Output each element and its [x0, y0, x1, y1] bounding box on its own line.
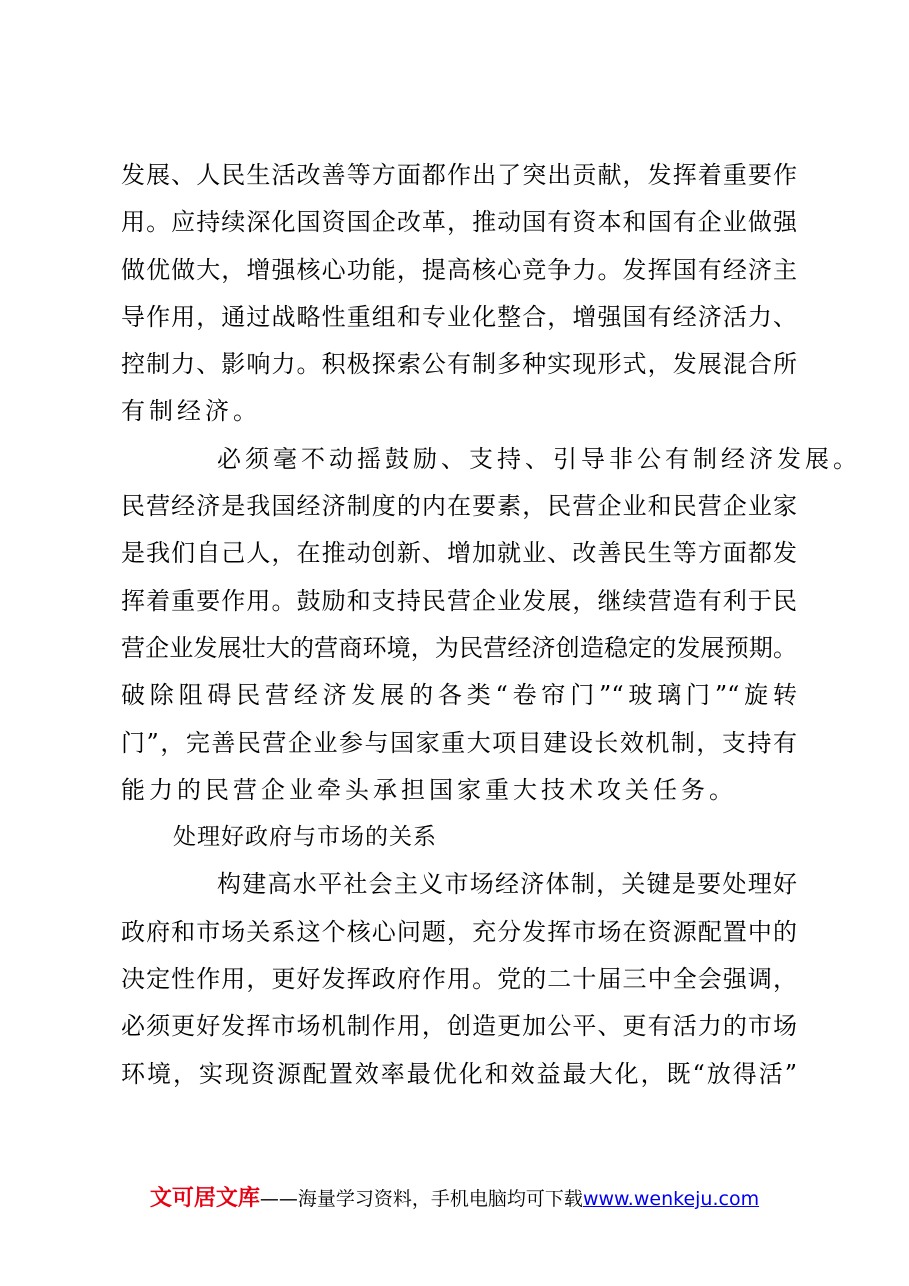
- footer-brand: 文可居文库: [149, 1186, 260, 1211]
- text-line: 破除阻碍民营经济发展的各类“卷帘门”“玻璃门”“旋转: [121, 681, 797, 710]
- text-line: 能力的民营企业牵头承担国家重大技术攻关任务。: [121, 775, 737, 804]
- text-line: 民营经济是我国经济制度的内在要素，民营企业和民营企业家: [121, 492, 797, 521]
- text-line: 导作用，通过战略性重组和专业化整合，增强国有经济活力、: [121, 302, 797, 331]
- text-line: 门”，完善民营企业参与国家重大项目建设长效机制，支持有: [121, 728, 797, 757]
- text-line: 必须更好发挥市场机制作用，创造更加公平、更有活力的市场: [121, 1012, 797, 1041]
- document-body: [121, 152, 861, 1098]
- text-line: 营企业发展壮大的营商环境，为民营经济创造稳定的发展预期。: [121, 633, 797, 662]
- text-line: 环境，实现资源配置效率最优化和效益最大化，既“放得活”: [121, 1059, 797, 1088]
- footer-tagline: ——海量学习资料，手机电脑均可下载: [259, 1188, 583, 1210]
- text-line: 政府和市场关系这个核心问题，充分发挥市场在资源配置中的: [121, 917, 797, 946]
- footer-url-link[interactable]: www.wenkeju.com: [582, 1188, 760, 1210]
- text-line: 做优做大，增强核心功能，提高核心竞争力。发挥国有经济主: [121, 255, 797, 284]
- paragraph-lead-line: 构建高水平社会主义市场经济体制，关键是要处理好: [217, 870, 797, 899]
- text-line: 发展、人民生活改善等方面都作出了突出贡献，发挥着重要作: [121, 161, 797, 189]
- text-line: 有制经济。: [121, 397, 261, 426]
- text-line: 挥着重要作用。鼓励和支持民营企业发展，继续营造有利于民: [121, 586, 797, 615]
- text-line: 用。应持续深化国资国企改革，推动国有资本和国有企业做强: [121, 208, 797, 237]
- page-footer: [0, 1181, 909, 1212]
- text-line: 是我们自己人，在推动创新、增加就业、改善民生等方面都发: [121, 539, 797, 568]
- section-heading: 处理好政府与市场的关系: [173, 824, 437, 851]
- paragraph-lead-line: 必须毫不动摇鼓励、支持、引导非公有制经济发展。: [217, 444, 861, 473]
- text-line: 决定性作用，更好发挥政府作用。党的二十届三中全会强调，: [121, 965, 797, 994]
- text-line: 控制力、影响力。积极探索公有制多种实现形式，发展混合所: [121, 350, 797, 379]
